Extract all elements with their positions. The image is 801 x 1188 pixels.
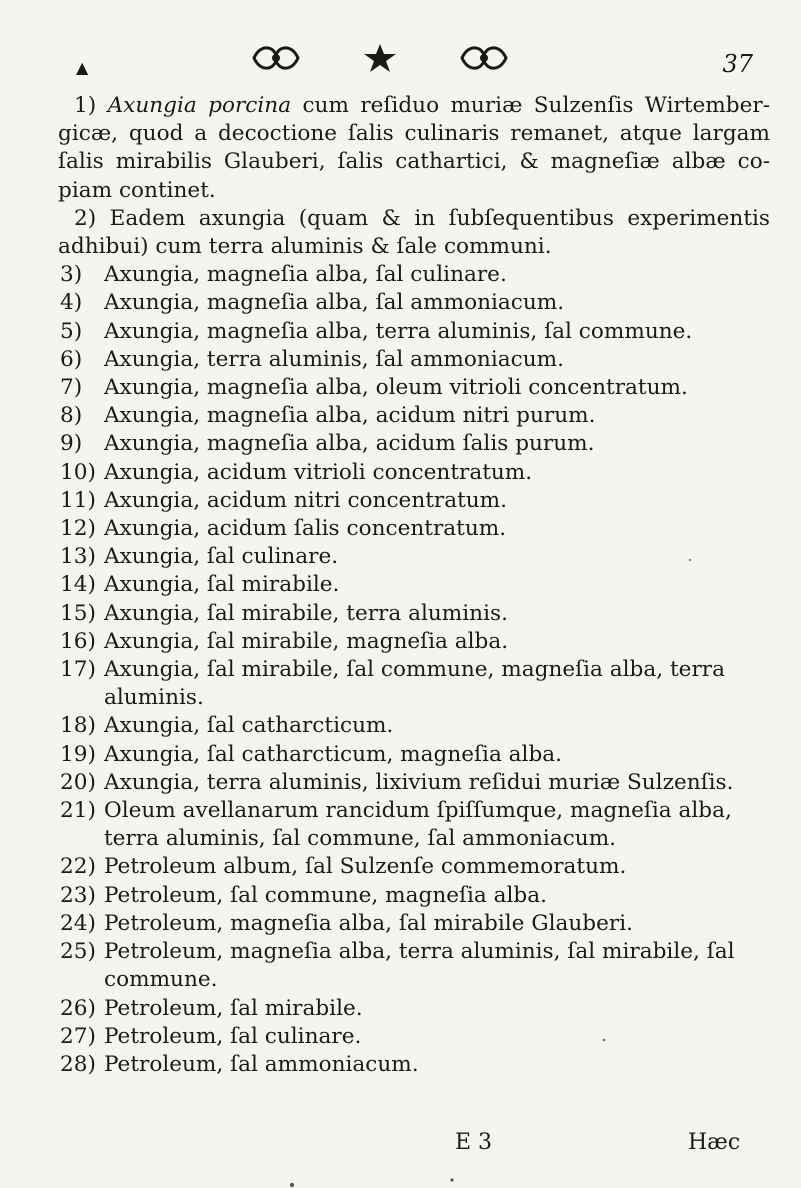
experiment-list [58,261,770,1079]
list-item [58,656,770,712]
item-text: Axungia, ſal catharcticum. [104,713,394,739]
item-text: Petroleum, ſal culinare. [104,1023,362,1049]
item-number: 21) [60,798,96,824]
list-item [58,628,770,656]
item-text: Axungia, acidum nitri concentratum. [104,487,508,513]
item-text: Axungia, magneſia alba, ſal ammoniacum. [104,290,565,316]
paragraph-1 [58,92,770,205]
item-number: 4) [60,290,83,316]
list-item [58,712,770,740]
item-text: Oleum avellanarum rancidum ſpiſſumque, magneſia alba, terra aluminis, ſal commune, ſal ammoniacum. [104,798,732,852]
item-number: 5) [60,318,83,344]
item-number: 20) [60,769,96,795]
item-text: Axungia, acidum ſalis concentratum. [104,516,507,542]
center-fleuron-icon [360,41,400,75]
item-text: Axungia, magneſia alba, terra aluminis, ſal commune. [104,318,693,344]
paragraph-1-text: cum reſiduo muriæ Sulzenſis Wirtember-gicæ, quod a decoctione ſalis culinaris remanet, atque largam ſalis mirabilis Glauberi, ſalis cathartici, & magneſiæ albæ co-piam continet. [58,93,770,203]
right-fleuron-icon [458,41,510,75]
list-item [58,261,770,289]
header-ornament [250,38,510,78]
list-item [58,769,770,797]
left-fleuron-icon [250,41,302,75]
item-number: 27) [60,1023,96,1049]
list-item [58,543,770,571]
list-item [58,600,770,628]
item-number: 10) [60,459,96,485]
item-text: Axungia, magneſia alba, acidum ſalis purum. [104,431,595,457]
item-text: Axungia, ſal mirabile, ſal commune, magneſia alba, terra aluminis. [104,657,725,711]
page-corner-mark: ▲ [76,58,89,77]
item-number: 22) [60,854,96,880]
item-text: Petroleum, ſal mirabile. [104,995,363,1021]
list-item [58,571,770,599]
item-number: 15) [60,600,96,626]
paragraph-1-lead: Axungia porcina [107,93,292,118]
list-item [58,459,770,487]
item-number: 19) [60,741,96,767]
signature-mark: E 3 [455,1130,493,1155]
item-number: 23) [60,882,96,908]
item-text: Axungia, ſal mirabile, terra aluminis. [104,600,508,626]
list-item [58,1023,770,1051]
list-item [58,430,770,458]
list-item [58,1051,770,1079]
paragraph-2 [58,205,770,261]
list-item [58,910,770,938]
list-item [58,515,770,543]
item-text: Axungia, magneſia alba, acidum nitri purum. [104,403,596,429]
speck [450,1178,453,1181]
item-text: Petroleum, ſal ammoniacum. [104,1051,419,1077]
item-number: 16) [60,628,96,654]
list-item [58,938,770,994]
item-text: Petroleum, magneſia alba, terra aluminis, ſal mirabile, ſal commune. [104,939,735,993]
speck [290,1183,294,1187]
paragraph-2-text: Eadem axungia (quam & in ſubſequentibus experimentis adhibui) cum terra aluminis & ſale communi. [58,205,770,260]
list-item [58,487,770,515]
item-number: 17) [60,657,96,683]
item-text: Axungia, magneſia alba, oleum vitrioli concentratum. [104,375,688,401]
item-text: Axungia, ſal mirabile. [104,572,340,598]
item-number: 11) [60,487,96,513]
page-footer [0,1130,801,1160]
item-text: Axungia, ſal culinare. [104,544,339,570]
list-item [58,741,770,769]
list-item [58,853,770,881]
item-number: 12) [60,516,96,542]
item-text: Axungia, terra aluminis, ſal ammoniacum. [104,346,564,372]
item-number: 8) [60,403,83,429]
item-text: Axungia, terra aluminis, lixivium reſidui muriæ Sulzenſis. [104,769,734,795]
item-text: Petroleum, ſal commune, magneſia alba. [104,882,547,908]
item-text: Axungia, ſal catharcticum, magneſia alba. [104,741,563,767]
item-text: Axungia, magneſia alba, ſal culinare. [104,262,507,288]
list-item [58,995,770,1023]
list-item [58,374,770,402]
item-number: 24) [60,910,96,936]
paragraph-1-number: 1) [74,93,97,118]
item-text: Axungia, acidum vitrioli concentratum. [104,459,533,485]
list-item [58,882,770,910]
catchword: Hæc [688,1130,741,1155]
item-number: 6) [60,346,83,372]
item-text: Petroleum, magneſia alba, ſal mirabile Glauberi. [104,910,633,936]
item-number: 7) [60,375,83,401]
list-item [58,402,770,430]
main-text [58,92,770,1079]
item-number: 28) [60,1051,96,1077]
item-number: 13) [60,544,96,570]
list-item [58,346,770,374]
item-text: Axungia, ſal mirabile, magneſia alba. [104,628,509,654]
paragraph-2-number: 2) [74,205,97,231]
item-number: 9) [60,431,83,457]
page-number: 37 [722,50,753,78]
item-number: 18) [60,713,96,739]
list-item [58,318,770,346]
item-text: Petroleum album, ſal Sulzenſe commemoratum. [104,854,627,880]
list-item [58,289,770,317]
item-number: 25) [60,939,96,965]
item-number: 14) [60,572,96,598]
item-number: 3) [60,262,83,288]
list-item [58,797,770,853]
item-number: 26) [60,995,96,1021]
